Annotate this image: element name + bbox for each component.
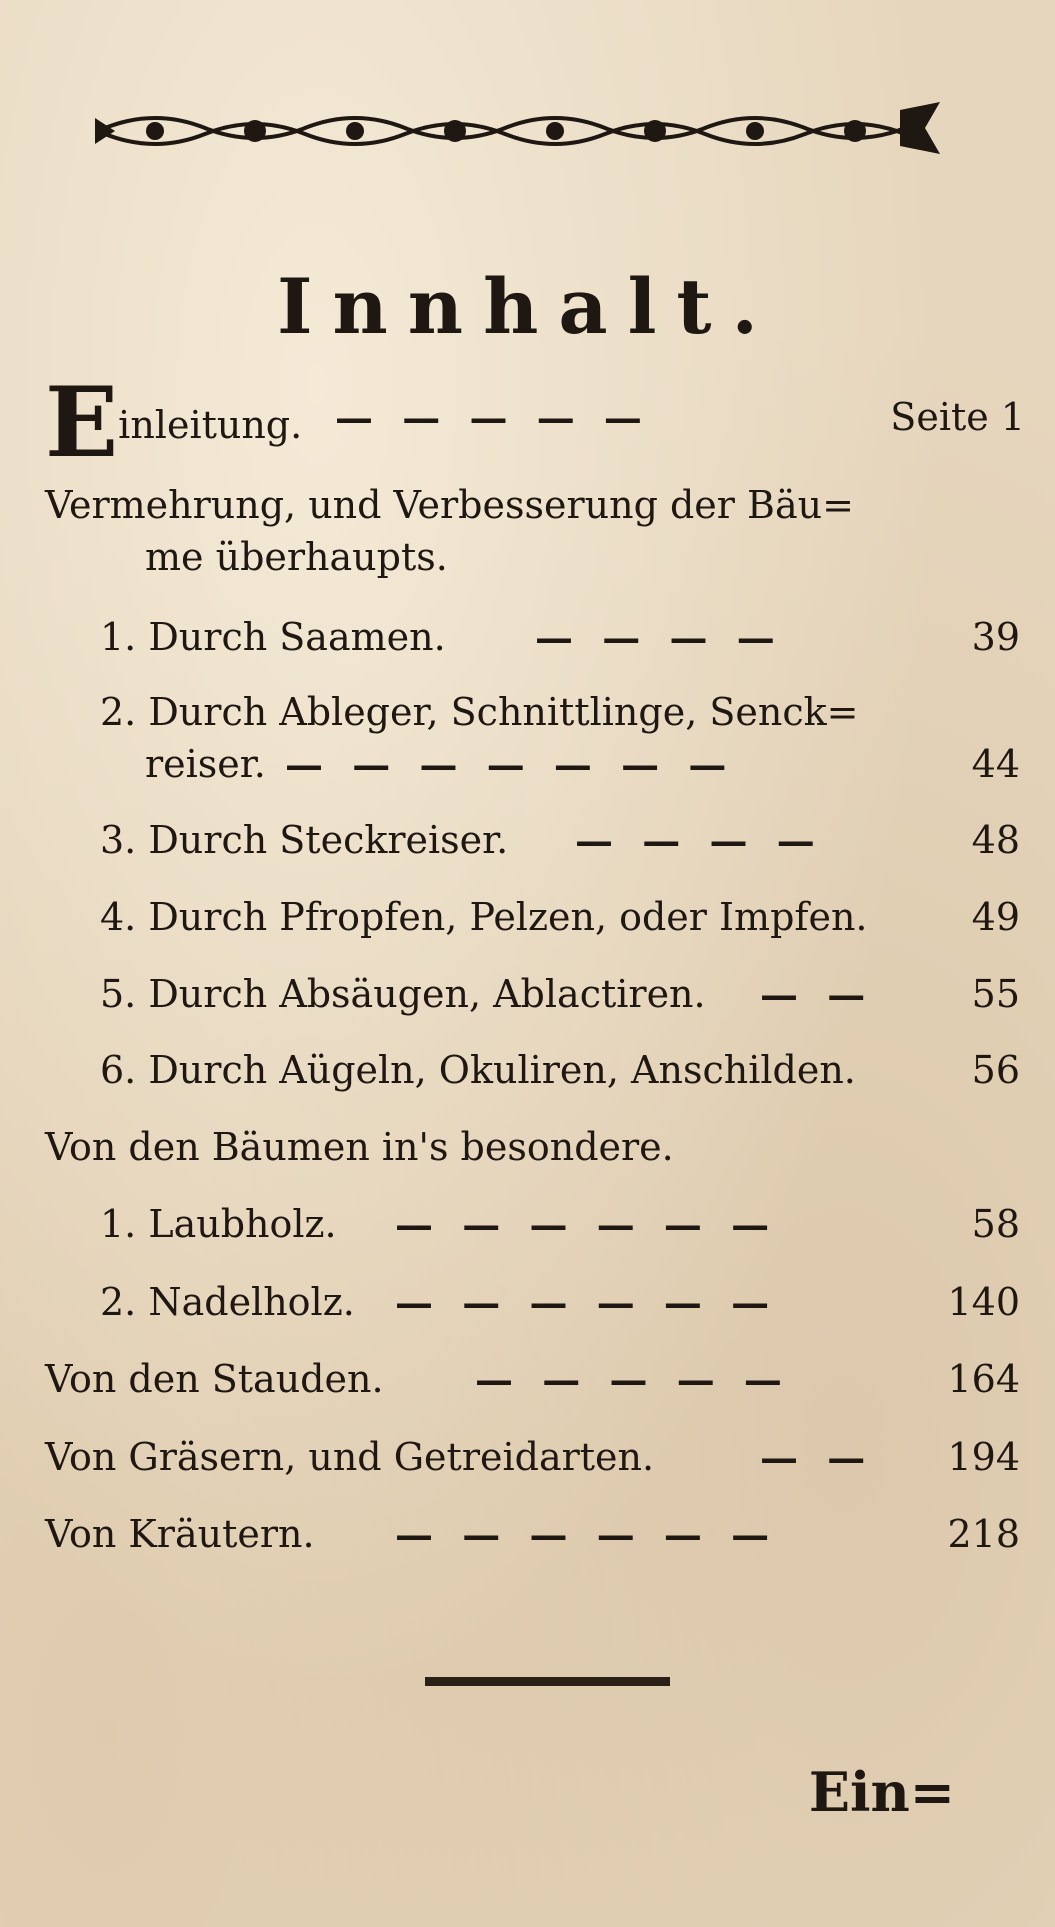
entry-label: 1. Laubholz.: [100, 1202, 337, 1246]
page-number: 194: [947, 1435, 1020, 1479]
page-number: 39: [971, 615, 1020, 659]
entry-label: Von Kräutern.: [45, 1512, 315, 1556]
toc-entry-vermehrung-cont: [0, 535, 1055, 599]
page-number: 44: [971, 742, 1020, 786]
drop-cap: E: [45, 366, 119, 479]
toc-entry-stauden: [0, 1357, 1055, 1421]
end-rule: [425, 1677, 670, 1686]
toc-entry-einleitung: [0, 366, 1055, 479]
page-title: Innhalt.: [277, 262, 778, 351]
entry-label: 3. Durch Steckreiser.: [100, 818, 509, 862]
toc-entry-kraeuter: [0, 1512, 1055, 1576]
toc-entry-aeugeln: [0, 1048, 1055, 1112]
entry-label: inleitung.: [118, 403, 303, 447]
entry-label: 4. Durch Pfropfen, Pelzen, oder Impfen.: [100, 895, 868, 939]
entry-label: Von den Bäumen in's besondere.: [45, 1125, 674, 1169]
entry-label: Von Gräsern, und Getreidarten.: [45, 1435, 655, 1479]
page-number: 49: [971, 895, 1020, 939]
leader-dashes: — —: [760, 972, 874, 1017]
entry-label-cont: me überhaupts.: [145, 535, 448, 579]
page-number: Seite 1: [890, 395, 1025, 439]
entry-label: 6. Durch Aügeln, Okuliren, Anschilden.: [100, 1048, 856, 1092]
entry-label-cont: reiser.: [145, 742, 266, 786]
toc-entry-nadelholz: [0, 1280, 1055, 1344]
entry-label: Von den Stauden.: [45, 1357, 384, 1401]
leader-dashes: — — — — —: [475, 1357, 790, 1402]
leader-dashes: — — — — — —: [395, 1202, 778, 1247]
leader-dashes: — — — — — —: [395, 1280, 778, 1325]
toc-entry-baeume: [0, 1125, 1055, 1189]
page-number: 140: [947, 1280, 1020, 1324]
leader-dashes: — — — — — — —: [285, 742, 735, 787]
entry-label: 5. Durch Absäugen, Ablactiren.: [100, 972, 706, 1016]
page-number: 58: [971, 1202, 1020, 1246]
entry-label: Vermehrung, und Verbesserung der Bäu=: [45, 483, 854, 527]
leader-dashes: — — — — —: [335, 395, 650, 440]
catchword: Ein=: [808, 1760, 955, 1824]
ornament-border-icon: [95, 88, 945, 168]
page-number: 218: [947, 1512, 1020, 1556]
toc-entry-ableger-cont: [0, 742, 1055, 806]
toc-entry-steckreiser: [0, 818, 1055, 882]
leader-dashes: — — — — — —: [395, 1512, 778, 1557]
leader-dashes: — —: [760, 1435, 874, 1480]
page-number: 48: [971, 818, 1020, 862]
page-number: 164: [947, 1357, 1020, 1401]
toc-entry-absaeugen: [0, 972, 1055, 1036]
entry-label: 2. Nadelholz.: [100, 1280, 355, 1324]
page-number: 56: [971, 1048, 1020, 1092]
page-number: 55: [971, 972, 1020, 1016]
toc-entry-graeser: [0, 1435, 1055, 1499]
leader-dashes: — — — —: [575, 818, 823, 863]
toc-entry-saamen: [0, 615, 1055, 679]
leader-dashes: — — — —: [535, 615, 783, 660]
entry-label: 2. Durch Ableger, Schnittlinge, Senck=: [100, 690, 859, 734]
toc-entry-pfropfen: [0, 895, 1055, 959]
toc-entry-laubholz: [0, 1202, 1055, 1266]
entry-label: 1. Durch Saamen.: [100, 615, 446, 659]
